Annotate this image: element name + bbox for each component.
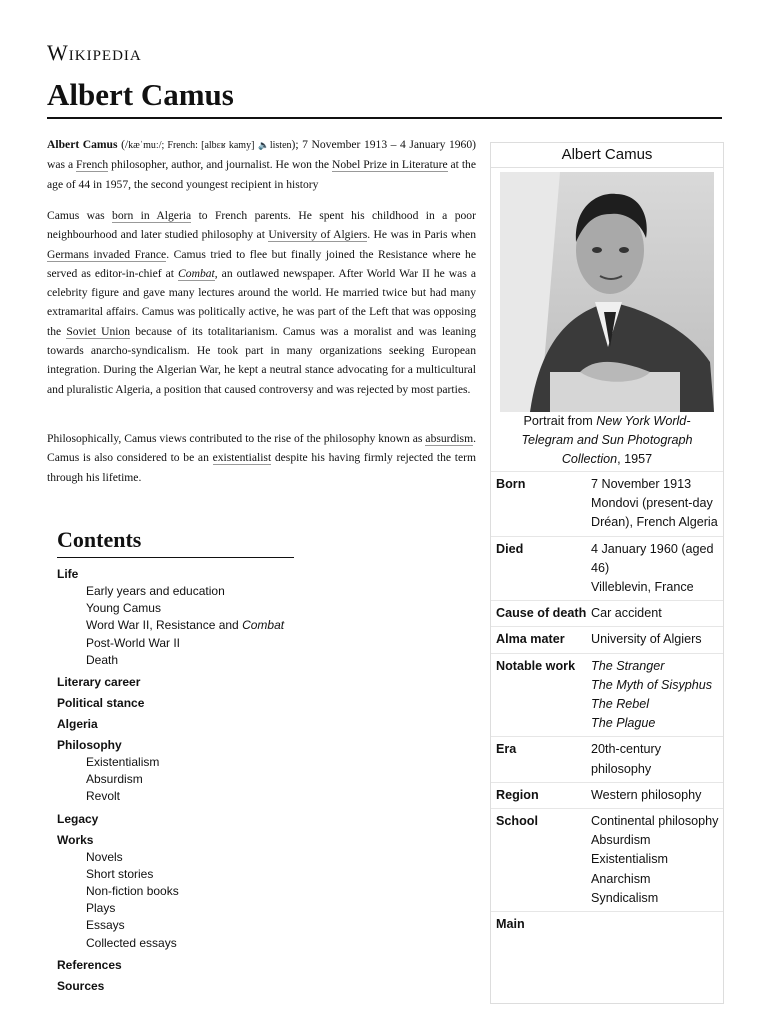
subject-name: Albert Camus [47, 138, 118, 151]
intro-paragraph-3 [47, 429, 476, 487]
text: (/ [117, 138, 129, 151]
infobox-row-notable-work [491, 653, 723, 737]
notable-work-item[interactable]: The Plague [591, 716, 656, 731]
caption-year: , 1957 [617, 452, 653, 466]
toc-subitem[interactable]: Young Camus [86, 601, 161, 616]
toc-subitem[interactable]: Novels [86, 849, 123, 864]
toc-subitem[interactable]: Revolt [86, 789, 121, 804]
death-date: 4 January 1960 (aged 46) [591, 541, 714, 575]
portrait-caption [491, 412, 723, 471]
toc-title: Contents [57, 527, 294, 558]
school-item[interactable]: Anarchism [591, 871, 651, 886]
school-item[interactable]: Absurdism [591, 833, 651, 848]
infobox-value [591, 812, 721, 908]
link-combat[interactable]: Combat [178, 266, 215, 280]
ipa-english[interactable]: kæˈmuː [128, 140, 159, 151]
toc-subitem[interactable] [57, 617, 294, 634]
toc-item-legacy[interactable]: Legacy [57, 811, 99, 826]
text: . He was in Paris when [367, 228, 477, 242]
toc-subitem[interactable]: Absurdism [86, 772, 143, 787]
infobox [490, 142, 724, 1004]
caption-source: New York World-Telegram and Sun Photograph Collection [521, 414, 693, 466]
toc-subitem[interactable]: Plays [86, 901, 116, 916]
born-date: 7 November 1913 [591, 477, 692, 491]
toc-item-life[interactable]: Life [57, 567, 79, 581]
text: to French parents. He spent his childhood in a poor neighbourhood and later studied philosophy at [47, 209, 476, 242]
school-item[interactable]: Continental philosophy [591, 814, 719, 829]
ipa-french[interactable]: albɛʁ kamy [204, 140, 252, 151]
infobox-label: Region [496, 787, 539, 802]
infobox-value [591, 915, 721, 934]
toc-item-political-stance[interactable]: Political stance [57, 696, 145, 711]
infobox-row-cause-of-death [491, 600, 723, 626]
toc-item-literary-career[interactable]: Literary career [57, 675, 141, 690]
link-germans-invaded-france[interactable]: Germans invaded France [47, 247, 167, 261]
infobox-value: Car accident [591, 606, 662, 621]
caption-text: Portrait from [523, 414, 597, 428]
text: Camus was [47, 209, 113, 222]
notable-work-item[interactable]: The Myth of Sisyphus [591, 677, 713, 692]
infobox-label: Alma mater [496, 632, 565, 647]
infobox-value[interactable]: University of Algiers [591, 632, 702, 647]
intro-paragraph-2 [47, 206, 476, 399]
text: despite his having firmly rejected the term through his lifetime. [47, 451, 476, 484]
toc-item-algeria[interactable]: Algeria [57, 717, 98, 732]
infobox-value [591, 540, 721, 598]
page-title: Albert Camus [47, 77, 234, 112]
infobox-row-died [491, 536, 723, 601]
link-french[interactable]: French [76, 158, 109, 172]
infobox-row-main [491, 911, 723, 937]
infobox-label: School [496, 814, 538, 829]
death-place[interactable]: Villeblevin, France [591, 580, 694, 595]
text: , an outlawed newspaper. After World War II he was a celebrity figure and gave many lectures around the world. He married twice but had many extramarital affairs. Camus was politically active, he was part of the Left that was opposing the [47, 266, 476, 338]
toc-item-works[interactable]: Works [57, 832, 94, 847]
toc-subitem[interactable]: Short stories [86, 866, 154, 881]
toc-item-philosophy[interactable]: Philosophy [57, 738, 122, 753]
speaker-icon[interactable]: 🔈 [257, 140, 270, 150]
toc-item-references[interactable]: References [57, 957, 122, 972]
infobox-row-region [491, 782, 723, 808]
toc-subitem-label: Word War II, Resistance and [86, 618, 243, 633]
wikipedia-wordmark[interactable]: Wikipedia [47, 40, 142, 65]
table-of-contents [57, 527, 294, 995]
infobox-label: Notable work [496, 658, 576, 673]
toc-item-sources[interactable]: Sources [57, 978, 105, 993]
listen-link[interactable]: listen [269, 140, 292, 151]
toc-subitem-label-italic: Combat [242, 618, 285, 633]
infobox-row-alma-mater [491, 626, 723, 652]
link-born-in-algeria[interactable]: born in Algeria [112, 209, 192, 222]
text: . Camus tried to flee but finally joined the Resistance where he served as editor-in-chief at [47, 247, 476, 280]
infobox-value [591, 475, 721, 533]
intro-paragraph-1 [47, 135, 476, 194]
infobox-label: Main [496, 917, 525, 932]
infobox-row-era [491, 736, 723, 781]
school-item[interactable]: Existentialism [591, 852, 668, 867]
text: ] [251, 140, 255, 151]
infobox-label: Born [496, 477, 526, 491]
text: because of its totalitarianism. Camus was a moralist and was leaning towards anarcho-syndicalism. He took part in many organizations seeking European integration. During the Algerian War, he kept a neutral stance advocating for a multicultural and pluralistic Algeria, a position that caused controversy and was rejected by most parties. [47, 324, 477, 396]
toc-subitem[interactable]: Essays [86, 918, 125, 933]
infobox-row-school [491, 808, 723, 911]
infobox-value[interactable]: 20th-century philosophy [591, 742, 662, 776]
school-item[interactable]: Syndicalism [591, 890, 659, 905]
text: Philosophically, Camus views contributed to the rise of the philosophy known as [47, 432, 426, 445]
portrait-photo[interactable] [500, 172, 714, 412]
toc-subitem[interactable]: Collected essays [86, 935, 177, 950]
infobox-label: Cause of death [496, 606, 587, 621]
link-soviet-union[interactable]: Soviet Union [66, 324, 131, 338]
toc-subitem[interactable]: Non-fiction books [86, 884, 179, 899]
infobox-label: Died [496, 541, 524, 556]
text: philosopher, author, and journalist. He won the [108, 158, 332, 172]
link-existentialist[interactable]: existentialist [212, 451, 272, 465]
toc-subitem[interactable]: Death [86, 652, 119, 667]
notable-work-item[interactable]: The Rebel [591, 697, 650, 712]
toc-subitem[interactable]: Early years and education [86, 584, 225, 598]
infobox-title: Albert Camus [491, 143, 723, 168]
born-place[interactable]: Mondovi (present-day Dréan), French Algeria [591, 496, 718, 530]
infobox-value [591, 657, 721, 734]
text: ); 7 November 1913 – 4 January 1960) was a [47, 138, 476, 172]
toc-subitem[interactable]: Post-World War II [86, 635, 181, 650]
link-absurdism[interactable]: absurdism [425, 432, 474, 445]
text: at the age of 44 in 1957, the second youngest recipient in history [47, 158, 476, 191]
infobox-label: Era [496, 742, 517, 757]
title-divider [47, 117, 722, 119]
infobox-row-born [491, 471, 723, 536]
infobox-value[interactable]: Western philosophy [591, 787, 702, 802]
text: . Camus is also considered to be an [47, 432, 476, 465]
link-nobel-prize[interactable]: Nobel Prize in Literature [331, 158, 448, 172]
toc-subitem[interactable]: Existentialism [86, 755, 160, 770]
notable-work-item[interactable]: The Stranger [591, 658, 665, 673]
link-university-of-algiers[interactable]: University of Algiers [268, 228, 368, 242]
text: /; French: [ [158, 140, 205, 151]
